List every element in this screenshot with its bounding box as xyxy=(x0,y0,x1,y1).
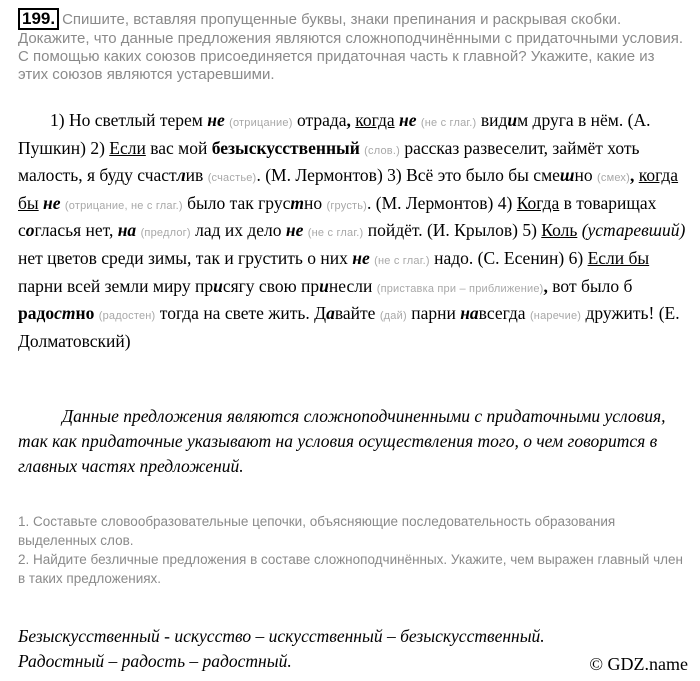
highlighted-letters: ш xyxy=(559,165,575,186)
text-fragment: нет цветов среди зимы, так и грустить о них xyxy=(18,247,353,268)
spelling-hint: (приставка при – приближение) xyxy=(376,282,544,295)
spelling-hint: (отрицание, не с глаг.) xyxy=(64,199,183,212)
conjunction-underlined: Коль xyxy=(541,220,578,241)
highlighted-word: безыскусственный xyxy=(211,137,360,158)
text-fragment: вот было б xyxy=(547,275,633,296)
obsolete-note: (устаревший) xyxy=(577,220,686,241)
highlighted-letters: на xyxy=(117,220,137,241)
exercise-instructions: Спишите, вставляя пропущенные буквы, знаки препинания и раскрывая скобки. Докажите, что данные предложения являются сложноподчинёнными с придаточными условия. С помощью каких союзов присоединяется придаточная часть к главной? Укажите, какие из этих союзов являются устаревшими. xyxy=(18,11,683,83)
text-fragment: вайте xyxy=(334,303,376,324)
highlighted-letters: о xyxy=(25,220,35,241)
highlighted-word: радо xyxy=(18,303,55,324)
text-fragment: отрада xyxy=(292,110,347,130)
text-fragment: 4) xyxy=(497,192,517,213)
inserted-comma: , xyxy=(346,110,351,130)
text-fragment: в товарищах с xyxy=(18,192,657,241)
spelling-hint: (не с глаг.) xyxy=(307,227,364,240)
text-fragment: несли xyxy=(328,275,373,296)
spelling-hint: (не с глаг.) xyxy=(420,117,477,129)
spelling-hint: (не с глаг.) xyxy=(374,254,430,267)
conjunction-underlined: когда xyxy=(355,110,395,130)
spelling-hint: (слов.) xyxy=(364,144,400,157)
text-fragment: 2) xyxy=(90,137,110,158)
highlighted-letters: не xyxy=(399,110,417,130)
text-fragment: 1) Но светлый терем xyxy=(50,110,208,130)
highlighted-letters: не xyxy=(352,247,370,268)
highlighted-letters: л xyxy=(176,165,186,186)
text-fragment: рассказ развеселит, займёт хоть малость, я буду счаст xyxy=(18,137,640,186)
text-fragment: гласья нет, xyxy=(34,220,118,241)
text-fragment: лад их дело xyxy=(190,220,286,241)
exercise-paragraph xyxy=(18,108,688,353)
text-fragment: пойдёт. (И. Крылов) xyxy=(363,220,523,241)
text-fragment: всегда xyxy=(478,303,526,324)
highlighted-word: но xyxy=(75,303,95,324)
text-fragment: . (М. Лермонтов) xyxy=(367,192,498,213)
spelling-hint: (грусть) xyxy=(326,199,368,212)
text-fragment: парни всей земли миру пр xyxy=(18,275,214,296)
text-fragment: но xyxy=(303,192,323,213)
highlighted-letters: и xyxy=(213,275,223,296)
spelling-hint: (смех) xyxy=(597,172,630,185)
spelling-hint: (отрицание) xyxy=(229,117,293,129)
spelling-hint: (радостен) xyxy=(98,310,156,323)
highlighted-letters: и xyxy=(319,275,329,296)
watermark: © GDZ.name xyxy=(589,654,688,674)
text-fragment: друга в нём. (А. Пушкин) xyxy=(18,110,651,158)
inserted-comma: , xyxy=(543,275,548,296)
highlighted-letters: т xyxy=(290,192,304,213)
answer-line-1: Безыскусственный - искусство – искусственный – безыскусственный. xyxy=(18,626,545,646)
spelling-hint: (предлог) xyxy=(140,227,191,240)
highlighted-letters: не xyxy=(285,220,304,241)
conclusion xyxy=(18,404,688,479)
task-1: 1. Составьте словообразовательные цепочки, объясняющие последовательность образования выделенных слов. xyxy=(18,514,616,548)
highlighted-letters: и xyxy=(507,110,518,130)
text-fragment: 5) xyxy=(522,220,542,241)
text-fragment: м xyxy=(517,110,529,130)
exercise-text xyxy=(18,108,688,353)
highlighted-letters: на xyxy=(460,303,479,324)
answer-line-2: Радостный – радость – радостный. xyxy=(18,651,292,671)
text-fragment: сягу свою пр xyxy=(222,275,320,296)
highlighted-letters: не xyxy=(207,110,225,130)
text-fragment: надо. (С. Есенин) xyxy=(429,247,569,268)
text-fragment: ив xyxy=(185,165,204,186)
task-header xyxy=(18,8,688,84)
task-2: 2. Найдите безличные предложения в составе сложноподчинённых. Укажите, чем выражен главный член в таких предложениях. xyxy=(18,552,683,586)
spelling-hint: (счастье) xyxy=(207,172,257,185)
text-fragment: но xyxy=(574,165,593,186)
spelling-hint: (дай) xyxy=(379,310,407,323)
text-fragment: вас мой xyxy=(145,137,212,158)
highlighted-letters: ст xyxy=(54,303,76,324)
text-fragment: . (М. Лермонтов) xyxy=(256,165,388,186)
text-fragment: тогда на свете жить. Д xyxy=(155,303,327,324)
conjunction-underlined: Если xyxy=(109,137,146,158)
additional-tasks xyxy=(18,512,688,588)
inserted-comma: , xyxy=(629,165,635,186)
answers xyxy=(18,624,688,674)
exercise-number: 199. xyxy=(18,8,59,30)
text-fragment: было так грус xyxy=(182,192,291,213)
text-fragment: парни xyxy=(406,303,461,324)
text-fragment: 6) xyxy=(568,247,588,268)
text-fragment: вид xyxy=(476,110,508,130)
highlighted-letters: а xyxy=(326,303,335,324)
spelling-hint: (наречие) xyxy=(529,310,582,323)
conjunction-underlined: Когда xyxy=(516,192,560,213)
highlighted-letters: не xyxy=(43,192,61,213)
text-fragment: дружить! (Е. Долматовский) xyxy=(18,303,680,351)
conclusion-text: Данные предложения являются сложноподчиненными с придаточными условия, так как придаточные указывают на условия осуществления того, о чем говорится в главных частях предложений. xyxy=(18,406,666,476)
conjunction-underlined: когда бы xyxy=(18,165,679,213)
conjunction-underlined: Если бы xyxy=(587,247,650,268)
text-fragment: 3) Всё это было бы сме xyxy=(387,165,560,186)
